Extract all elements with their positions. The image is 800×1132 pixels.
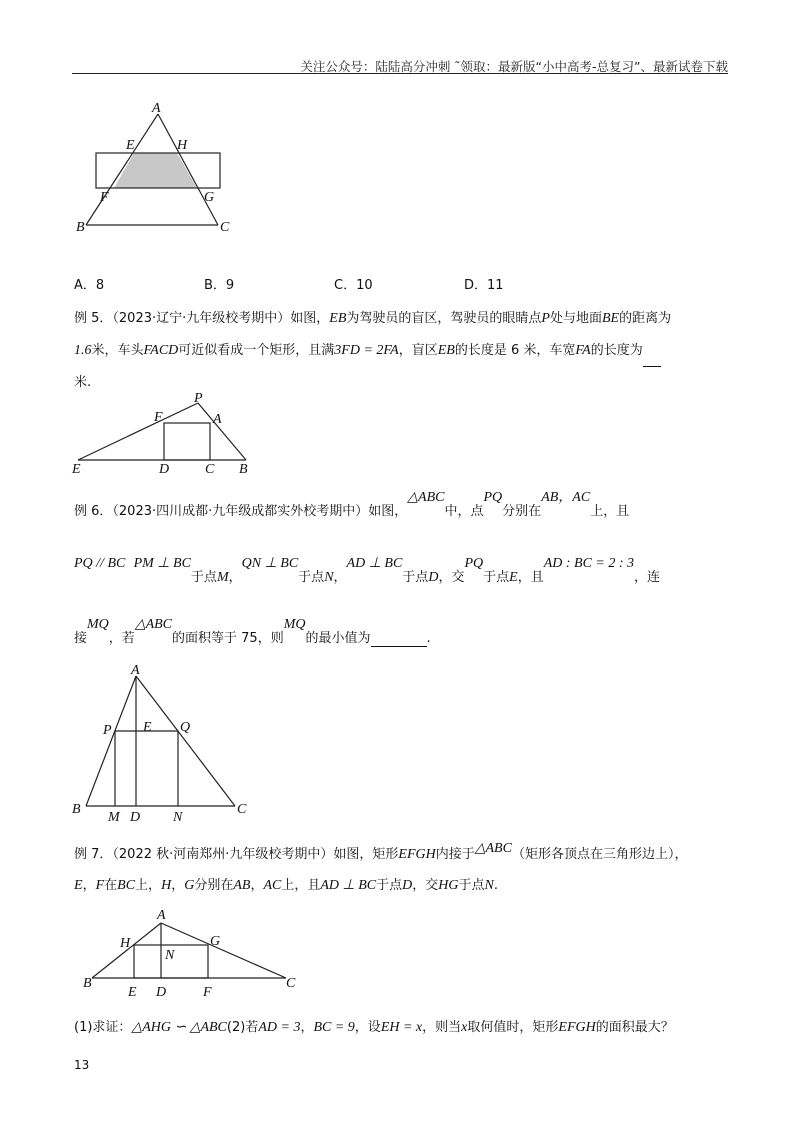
option-d: D．11 (464, 278, 504, 293)
sight-line-p-b (198, 403, 246, 460)
figure-example-6 (70, 658, 260, 833)
label-g: G (210, 934, 221, 949)
label-f: F (203, 985, 212, 1000)
sight-line-e-p (78, 403, 198, 460)
label-a: A (157, 908, 166, 923)
label-b: B (76, 220, 85, 235)
figure-example-5 (70, 390, 270, 480)
side-ab (86, 676, 136, 806)
label-h: H (120, 936, 131, 951)
car-rectangle (164, 423, 210, 460)
page-number: 13 (74, 1058, 90, 1072)
answer-blank (643, 366, 661, 367)
label-e: E (72, 462, 81, 475)
label-c: C (205, 462, 215, 475)
label-c: C (286, 976, 296, 991)
label-p: P (103, 723, 112, 738)
page-header: 关注公众号：陆陆高分冲刺 ˜领取：最新版“小中高考-总复习”、最新试卷下载 (300, 59, 728, 74)
example-7-questions: (1)求证：△AHG ∽ △ABC(2)若AD = 3，BC = 9，设EH = x，则当x取何值时，矩形EFGH的面积最大？ (74, 1020, 674, 1035)
label-c: C (237, 802, 247, 817)
label-h: H (177, 138, 188, 153)
label-g: G (204, 190, 215, 205)
example-6-line-1: 例 6．（2023·四川成都·九年级成都实外校考期中）如图，△ABC中，点PQ分别在AB，AC上，且 (74, 490, 630, 519)
example-6-line-2: PQ // BC PM ⊥ BC于点M，QN ⊥ BC于点N，AD ⊥ BC于点D，交PQ于点E，且AD : BC = 2 : 3，连 (74, 556, 661, 585)
label-q: Q (180, 720, 191, 735)
shaded-trapezoid (114, 153, 197, 188)
label-d: D (130, 810, 141, 825)
label-f: F (154, 410, 163, 425)
label-c: C (220, 220, 230, 235)
figure-triangle-rectangle (74, 98, 244, 243)
side-ac (136, 676, 235, 806)
label-d: D (156, 985, 167, 1000)
side-ac (161, 923, 286, 978)
answer-options (74, 274, 594, 293)
label-e: E (126, 138, 135, 153)
label-n: N (165, 948, 175, 963)
example-6-line-3: 接MQ，若△ABC的面积等于 75，则MQ的最小值为 . (74, 617, 431, 646)
figure-example-7 (80, 905, 310, 1005)
label-a: A (213, 412, 222, 427)
label-a: A (131, 663, 140, 678)
label-p: P (194, 391, 203, 406)
label-e: E (143, 720, 152, 735)
answer-blank (371, 646, 427, 647)
label-e: E (128, 985, 137, 1000)
label-b: B (83, 976, 92, 991)
example-5-text: 例 5．（2023·辽宁·九年级校考期中）如图，EB为驾驶员的盲区，驾驶员的眼睛点P处与地面BE的距离为 1.6米，车头FACD可近似看成一个矩形，且满3FD = 2FA，盲区EB的长度是 6 米，车宽FA的长度为 米. (74, 311, 672, 390)
label-m: M (108, 810, 120, 825)
option-b: B．9 (204, 278, 235, 293)
option-c: C．10 (334, 278, 373, 293)
option-a: A．8 (74, 278, 105, 293)
label-b: B (72, 802, 81, 817)
header-divider (72, 73, 728, 74)
label-d: D (159, 462, 170, 475)
label-a: A (152, 101, 161, 116)
example-7-line-2: E，F在BC上，H，G分别在AB，AC上，且AD ⊥ BC于点D，交HG于点N. (74, 878, 499, 893)
example-7-line-1: 例 7．（2022 秋·河南郑州·九年级校考期中）如图，矩形EFGH内接于△ABC（矩形各顶点在三角形边上）， (74, 841, 688, 862)
label-b: B (239, 462, 248, 475)
label-n: N (173, 810, 183, 825)
label-f: F (100, 190, 109, 205)
